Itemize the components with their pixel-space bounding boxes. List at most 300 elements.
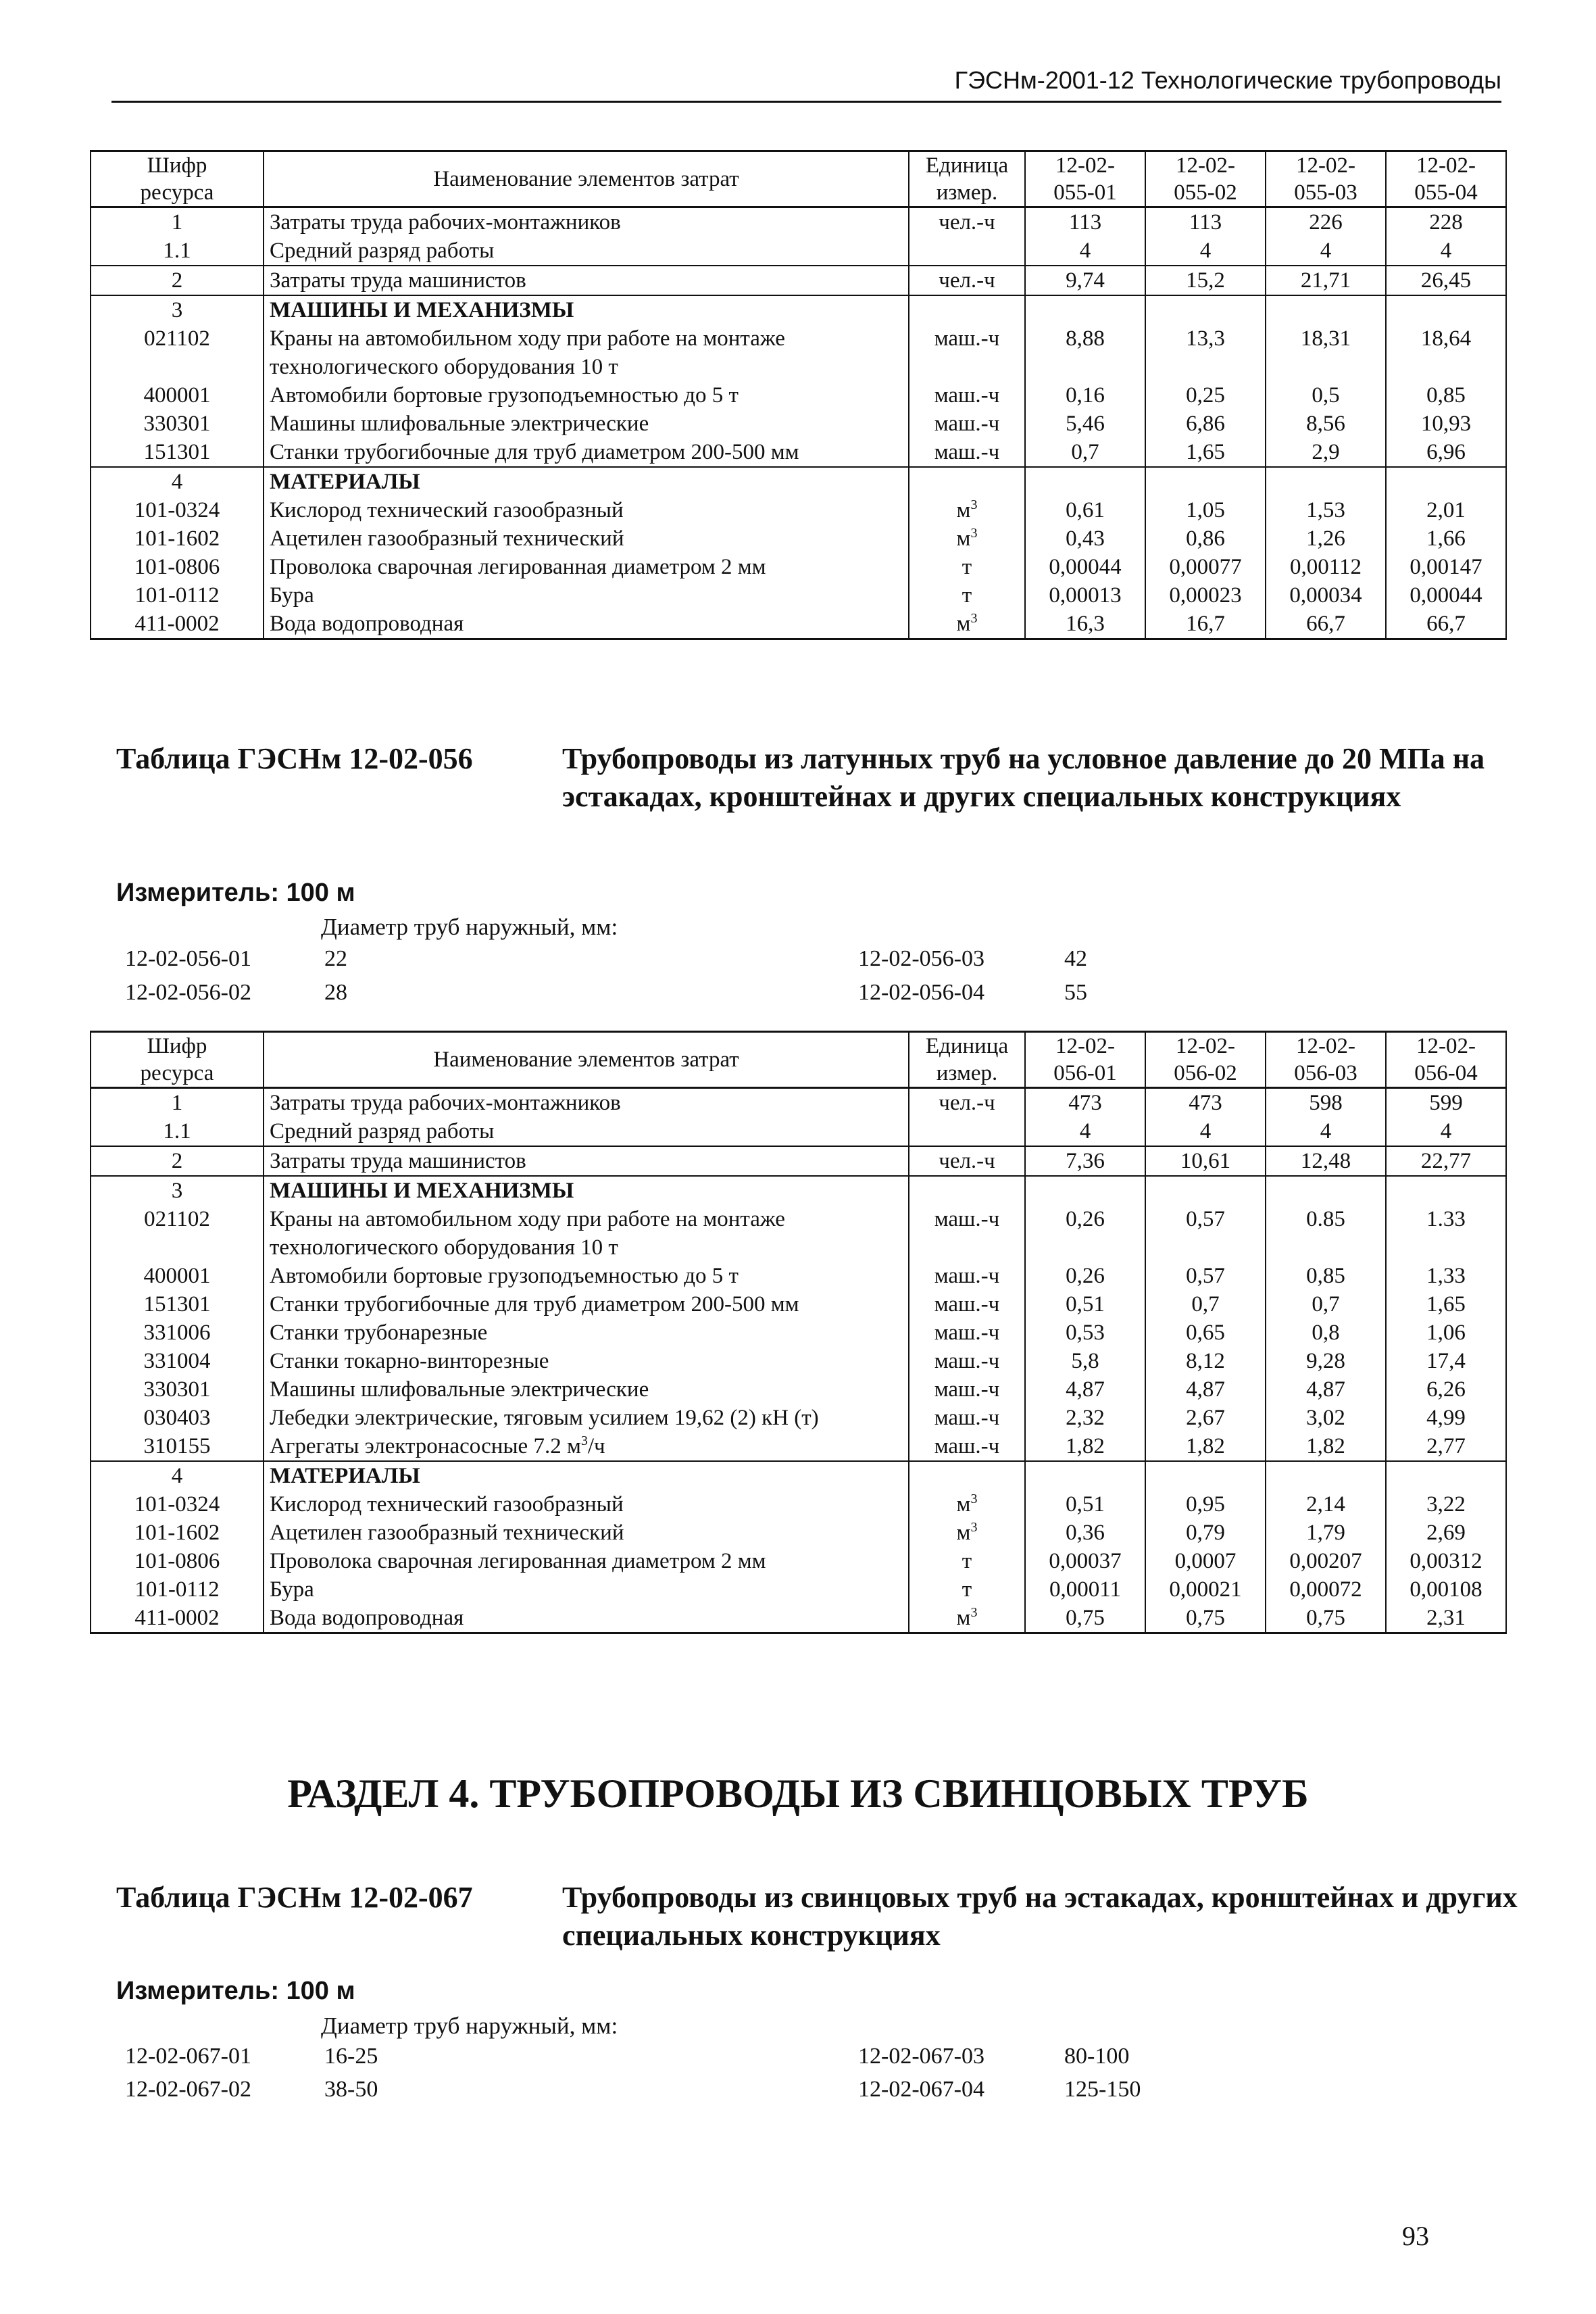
resource-name: Затраты труда машинистов xyxy=(264,266,909,295)
norm-value: 0,00112 xyxy=(1266,553,1386,581)
resource-code: 101-0806 xyxy=(91,1547,264,1575)
table-row xyxy=(91,553,1506,581)
variant-value: 55 xyxy=(1064,980,1087,1005)
unit-cell: $м^3$ xyxy=(909,524,1025,553)
norm-value: 6,86 xyxy=(1145,410,1266,438)
unit-cell xyxy=(909,1461,1025,1490)
norm-value: 473 xyxy=(1145,1088,1266,1118)
norm-value: 1,65 xyxy=(1386,1290,1506,1319)
unit-cell: маш.-ч xyxy=(909,1290,1025,1319)
norm-value: 15,2 xyxy=(1145,266,1266,295)
norm-value: 13,3 xyxy=(1145,324,1266,381)
table-row xyxy=(91,207,1506,237)
table-row xyxy=(91,410,1506,438)
norm-value: 4,87 xyxy=(1145,1375,1266,1404)
norm-value: 0,43 xyxy=(1025,524,1145,553)
norm-value: 0,0007 xyxy=(1145,1547,1266,1575)
unit-cell xyxy=(909,237,1025,266)
norm-value: 0.85 xyxy=(1266,1205,1386,1262)
norm-value: 0,86 xyxy=(1145,524,1266,553)
meter-label: Измеритель: 100 м xyxy=(116,879,355,907)
norm-value: 473 xyxy=(1025,1088,1145,1118)
norm-value: 4 xyxy=(1025,237,1145,266)
table-row xyxy=(91,1146,1506,1176)
resource-code: 101-0324 xyxy=(91,1490,264,1519)
norm-value: 0,75 xyxy=(1266,1604,1386,1633)
col-norm-header: 12-02- 055-03 xyxy=(1266,151,1386,207)
variant-value: 42 xyxy=(1064,946,1087,971)
unit-cell: $м^3$ xyxy=(909,1604,1025,1633)
col-unit-header: Единица измер. xyxy=(909,151,1025,207)
norm-value: 21,71 xyxy=(1266,266,1386,295)
unit-cell: т xyxy=(909,1547,1025,1575)
table-row xyxy=(91,237,1506,266)
norm-value: 0,85 xyxy=(1266,1262,1386,1290)
norm-value: 4 xyxy=(1266,237,1386,266)
resource-name: Бура xyxy=(264,581,909,610)
table-row xyxy=(91,1604,1506,1633)
col-norm-header: 12-02- 056-04 xyxy=(1386,1032,1506,1088)
meter-label: Измеритель: 100 м xyxy=(116,1977,355,2005)
norm-value: 5,8 xyxy=(1025,1347,1145,1375)
variant-code: 12-02-067-04 xyxy=(858,2077,984,2102)
table-row xyxy=(91,1404,1506,1432)
norm-value: 1,33 xyxy=(1386,1262,1506,1290)
table-row xyxy=(91,1319,1506,1347)
resource-name: Агрегаты электронасосные 7.2 $м^3/ч$ xyxy=(264,1432,909,1461)
table-row xyxy=(91,581,1506,610)
unit-cell xyxy=(909,1176,1025,1205)
unit-cell: маш.-ч xyxy=(909,1404,1025,1432)
norm-value: 8,88 xyxy=(1025,324,1145,381)
norm-value: 4,99 xyxy=(1386,1404,1506,1432)
resource-code: 151301 xyxy=(91,1290,264,1319)
col-name-header: Наименование элементов затрат xyxy=(264,151,909,207)
unit-cell xyxy=(909,295,1025,324)
norm-value: 228 xyxy=(1386,207,1506,237)
norm-value: 1,05 xyxy=(1145,496,1266,524)
table-row xyxy=(91,324,1506,381)
resource-code: 2 xyxy=(91,1146,264,1176)
norm-value: 4 xyxy=(1266,1117,1386,1146)
resource-code: 101-1602 xyxy=(91,1519,264,1547)
resource-code: 021102 xyxy=(91,324,264,381)
resource-code: 3 xyxy=(91,295,264,324)
variant-value: 38-50 xyxy=(324,2077,378,2102)
unit-cell xyxy=(909,1117,1025,1146)
norm-value: 0,85 xyxy=(1386,381,1506,410)
variant-value: 80-100 xyxy=(1064,2044,1130,2069)
table-row xyxy=(91,1375,1506,1404)
resource-code: 411-0002 xyxy=(91,610,264,639)
norm-value: 3,22 xyxy=(1386,1490,1506,1519)
resource-name: Кислород технический газообразный xyxy=(264,1490,909,1519)
table-title: Трубопроводы из латунных труб на условное давление до 20 МПа на эстакадах, кронштейнах и других специальных конструкциях xyxy=(562,742,1485,813)
variant-code: 12-02-067-03 xyxy=(858,2044,984,2069)
resource-name: МАТЕРИАЛЫ xyxy=(264,467,909,496)
unit-cell: маш.-ч xyxy=(909,410,1025,438)
norm-value xyxy=(1266,467,1386,496)
norm-value: 4,87 xyxy=(1266,1375,1386,1404)
norm-value: 4 xyxy=(1145,1117,1266,1146)
norm-value xyxy=(1266,1461,1386,1490)
norm-value: 0,57 xyxy=(1145,1262,1266,1290)
norm-value: 0,00021 xyxy=(1145,1575,1266,1604)
unit-cell: чел.-ч xyxy=(909,1088,1025,1118)
resource-code: 400001 xyxy=(91,381,264,410)
table-row xyxy=(91,1432,1506,1461)
norm-value: 1,53 xyxy=(1266,496,1386,524)
table-row xyxy=(91,295,1506,324)
norm-value: 3,02 xyxy=(1266,1404,1386,1432)
unit-cell: $м^3$ xyxy=(909,610,1025,639)
norm-value xyxy=(1266,1176,1386,1205)
table-row xyxy=(91,1490,1506,1519)
norm-value xyxy=(1025,1176,1145,1205)
unit-cell xyxy=(909,467,1025,496)
norm-value: 599 xyxy=(1386,1088,1506,1118)
unit-cell: $м^3$ xyxy=(909,496,1025,524)
resource-name: Краны на автомобильном ходу при работе на монтаже технологического оборудования 10 т xyxy=(264,1205,909,1262)
norm-value: 0,00077 xyxy=(1145,553,1266,581)
norm-value: 1,65 xyxy=(1145,438,1266,467)
norm-value xyxy=(1145,295,1266,324)
resource-code: 101-0112 xyxy=(91,581,264,610)
variant-value: 22 xyxy=(324,946,347,971)
resource-name: Станки токарно-винторезные xyxy=(264,1347,909,1375)
resource-name: Средний разряд работы xyxy=(264,237,909,266)
norm-value xyxy=(1025,295,1145,324)
norm-value: 10,93 xyxy=(1386,410,1506,438)
resource-name: Станки трубогибочные для труб диаметром 200-500 мм xyxy=(264,1290,909,1319)
norm-value: 4 xyxy=(1386,1117,1506,1146)
table-row xyxy=(91,438,1506,467)
norm-value: 0,00034 xyxy=(1266,581,1386,610)
norm-value: 0,00072 xyxy=(1266,1575,1386,1604)
norm-value: 16,3 xyxy=(1025,610,1145,639)
norm-value: 113 xyxy=(1025,207,1145,237)
norm-value: 4 xyxy=(1025,1117,1145,1146)
resource-name: Ацетилен газообразный технический xyxy=(264,1519,909,1547)
resource-code: 101-0324 xyxy=(91,496,264,524)
resource-name: Станки трубогибочные для труб диаметром 200-500 мм xyxy=(264,438,909,467)
unit-cell: маш.-ч xyxy=(909,1432,1025,1461)
table-row xyxy=(91,1290,1506,1319)
col-name-header: Наименование элементов затрат xyxy=(264,1032,909,1088)
col-norm-header: 12-02- 056-02 xyxy=(1145,1032,1266,1088)
norm-value: 0,7 xyxy=(1145,1290,1266,1319)
norm-value: 2,01 xyxy=(1386,496,1506,524)
variant-code: 12-02-067-01 xyxy=(125,2044,251,2069)
resource-name: Автомобили бортовые грузоподъемностью до 5 т xyxy=(264,381,909,410)
norm-table-056 xyxy=(90,1031,1507,1634)
norm-value: 0,65 xyxy=(1145,1319,1266,1347)
resource-code: 1 xyxy=(91,1088,264,1118)
resource-code: 330301 xyxy=(91,1375,264,1404)
running-header xyxy=(111,62,1501,103)
unit-cell: маш.-ч xyxy=(909,1347,1025,1375)
norm-value: 6,26 xyxy=(1386,1375,1506,1404)
table-title: Трубопроводы из свинцовых труб на эстакадах, кронштейнах и других специальных конструкциях xyxy=(562,1881,1518,1952)
norm-value xyxy=(1145,467,1266,496)
table-row xyxy=(91,1262,1506,1290)
table-label: Таблица ГЭСНм 12-02-067 xyxy=(116,1881,473,1914)
resource-code: 331006 xyxy=(91,1319,264,1347)
table-row xyxy=(91,1088,1506,1118)
norm-value: 0,51 xyxy=(1025,1490,1145,1519)
norm-value: 0,61 xyxy=(1025,496,1145,524)
norm-value: 7,36 xyxy=(1025,1146,1145,1176)
variant-value: 16-25 xyxy=(324,2044,378,2069)
resource-name: Станки трубонарезные xyxy=(264,1319,909,1347)
running-title: ГЭСНм-2001-12 Технологические трубопроводы xyxy=(954,66,1501,94)
norm-value: 4 xyxy=(1386,237,1506,266)
unit-cell: маш.-ч xyxy=(909,381,1025,410)
norm-value: 0,51 xyxy=(1025,1290,1145,1319)
norm-value: 16,7 xyxy=(1145,610,1266,639)
norm-value: 9,28 xyxy=(1266,1347,1386,1375)
norm-value: 2,31 xyxy=(1386,1604,1506,1633)
resource-name: Лебедки электрические, тяговым усилием 19,62 (2) кН (т) xyxy=(264,1404,909,1432)
unit-cell: т xyxy=(909,553,1025,581)
unit-cell: маш.-ч xyxy=(909,438,1025,467)
unit-cell: $м^3$ xyxy=(909,1519,1025,1547)
norm-value: 226 xyxy=(1266,207,1386,237)
resource-code: 030403 xyxy=(91,1404,264,1432)
table-row xyxy=(91,1347,1506,1375)
resource-name: Вода водопроводная xyxy=(264,1604,909,1633)
resource-name: Затраты труда рабочих-монтажников xyxy=(264,207,909,237)
norm-value: 0,00023 xyxy=(1145,581,1266,610)
norm-value xyxy=(1025,1461,1145,1490)
norm-value: 66,7 xyxy=(1386,610,1506,639)
norm-value: 0,5 xyxy=(1266,381,1386,410)
norm-value xyxy=(1145,1461,1266,1490)
norm-value: 0,7 xyxy=(1266,1290,1386,1319)
norm-value: 2,14 xyxy=(1266,1490,1386,1519)
norm-value: 0,16 xyxy=(1025,381,1145,410)
norm-value xyxy=(1386,1461,1506,1490)
resource-name: Краны на автомобильном ходу при работе на монтаже технологического оборудования 10 т xyxy=(264,324,909,381)
norm-value: 22,77 xyxy=(1386,1146,1506,1176)
variant-code: 12-02-056-04 xyxy=(858,980,984,1005)
variant-code: 12-02-067-02 xyxy=(125,2077,251,2102)
resource-code: 3 xyxy=(91,1176,264,1205)
table-row xyxy=(91,266,1506,295)
norm-value: 2,77 xyxy=(1386,1432,1506,1461)
norm-value: 0,36 xyxy=(1025,1519,1145,1547)
norm-value: 5,46 xyxy=(1025,410,1145,438)
norm-value xyxy=(1386,1176,1506,1205)
unit-cell: маш.-ч xyxy=(909,324,1025,381)
unit-cell: т xyxy=(909,581,1025,610)
norm-value: 1,66 xyxy=(1386,524,1506,553)
norm-value: 113 xyxy=(1145,207,1266,237)
norm-value: 0,00013 xyxy=(1025,581,1145,610)
col-norm-header: 12-02- 055-01 xyxy=(1025,151,1145,207)
norm-value: 1,82 xyxy=(1145,1432,1266,1461)
variant-code: 12-02-056-03 xyxy=(858,946,984,971)
norm-value: 0,00037 xyxy=(1025,1547,1145,1575)
table-row xyxy=(91,496,1506,524)
resource-name: Проволока сварочная легированная диаметром 2 мм xyxy=(264,1547,909,1575)
table-row xyxy=(91,1547,1506,1575)
resource-code: 330301 xyxy=(91,410,264,438)
resource-name: Кислород технический газообразный xyxy=(264,496,909,524)
norm-value: 8,12 xyxy=(1145,1347,1266,1375)
resource-code: 4 xyxy=(91,1461,264,1490)
variant-code: 12-02-056-01 xyxy=(125,946,251,971)
resource-code: 400001 xyxy=(91,1262,264,1290)
norm-value: 4 xyxy=(1145,237,1266,266)
resource-code: 1.1 xyxy=(91,1117,264,1146)
resource-code: 1.1 xyxy=(91,237,264,266)
col-unit-header: Единица измер. xyxy=(909,1032,1025,1088)
norm-value: 0,26 xyxy=(1025,1262,1145,1290)
table-row xyxy=(91,381,1506,410)
norm-value: 0,00044 xyxy=(1386,581,1506,610)
resource-code: 4 xyxy=(91,467,264,496)
table-row xyxy=(91,524,1506,553)
norm-value xyxy=(1025,467,1145,496)
col-norm-header: 12-02- 056-01 xyxy=(1025,1032,1145,1088)
norm-value: 0,95 xyxy=(1145,1490,1266,1519)
norm-value: 8,56 xyxy=(1266,410,1386,438)
norm-value: 9,74 xyxy=(1025,266,1145,295)
norm-value: 0,8 xyxy=(1266,1319,1386,1347)
norm-value: 1,79 xyxy=(1266,1519,1386,1547)
norm-value xyxy=(1145,1176,1266,1205)
norm-value: 1.33 xyxy=(1386,1205,1506,1262)
variant-value: 125-150 xyxy=(1064,2077,1141,2102)
col-code-header: Шифр ресурса xyxy=(91,1032,264,1088)
unit-cell: маш.-ч xyxy=(909,1375,1025,1404)
norm-value xyxy=(1386,467,1506,496)
norm-value xyxy=(1266,295,1386,324)
unit-cell: чел.-ч xyxy=(909,207,1025,237)
norm-value: 1,82 xyxy=(1025,1432,1145,1461)
norm-value: 1,06 xyxy=(1386,1319,1506,1347)
norm-value: 0,79 xyxy=(1145,1519,1266,1547)
col-norm-header: 12-02- 055-04 xyxy=(1386,151,1506,207)
resource-code: 021102 xyxy=(91,1205,264,1262)
variant-code: 12-02-056-02 xyxy=(125,980,251,1005)
resource-name: Вода водопроводная xyxy=(264,610,909,639)
unit-cell: т xyxy=(909,1575,1025,1604)
resource-name: Затраты труда машинистов xyxy=(264,1146,909,1176)
norm-value: 0,00147 xyxy=(1386,553,1506,581)
norm-value: 66,7 xyxy=(1266,610,1386,639)
norm-value: 12,48 xyxy=(1266,1146,1386,1176)
table-label: Таблица ГЭСНм 12-02-056 xyxy=(116,742,473,775)
norm-value: 0,57 xyxy=(1145,1205,1266,1262)
resource-name: Затраты труда рабочих-монтажников xyxy=(264,1088,909,1118)
norm-value: 0,25 xyxy=(1145,381,1266,410)
norm-value: 1,26 xyxy=(1266,524,1386,553)
norm-value: 6,96 xyxy=(1386,438,1506,467)
resource-code: 101-0806 xyxy=(91,553,264,581)
unit-cell: маш.-ч xyxy=(909,1262,1025,1290)
unit-cell: чел.-ч xyxy=(909,266,1025,295)
resource-code: 101-0112 xyxy=(91,1575,264,1604)
norm-value: 2,67 xyxy=(1145,1404,1266,1432)
norm-value: 598 xyxy=(1266,1088,1386,1118)
norm-value: 18,31 xyxy=(1266,324,1386,381)
norm-table-055 xyxy=(90,150,1507,640)
resource-name: Машины шлифовальные электрические xyxy=(264,410,909,438)
norm-value: 18,64 xyxy=(1386,324,1506,381)
norm-value xyxy=(1386,295,1506,324)
norm-value: 1,82 xyxy=(1266,1432,1386,1461)
resource-code: 101-1602 xyxy=(91,524,264,553)
resource-name: МАТЕРИАЛЫ xyxy=(264,1461,909,1490)
table-row xyxy=(91,1575,1506,1604)
unit-cell: чел.-ч xyxy=(909,1146,1025,1176)
resource-name: МАШИНЫ И МЕХАНИЗМЫ xyxy=(264,295,909,324)
norm-value: 0,00207 xyxy=(1266,1547,1386,1575)
col-code-header: Шифр ресурса xyxy=(91,151,264,207)
table-row xyxy=(91,1176,1506,1205)
resource-name: Бура xyxy=(264,1575,909,1604)
resource-code: 2 xyxy=(91,266,264,295)
table-row xyxy=(91,610,1506,639)
page-number: 93 xyxy=(1402,2221,1429,2251)
norm-value: 0,53 xyxy=(1025,1319,1145,1347)
resource-code: 1 xyxy=(91,207,264,237)
norm-value: 10,61 xyxy=(1145,1146,1266,1176)
resource-code: 331004 xyxy=(91,1347,264,1375)
resource-name: Машины шлифовальные электрические xyxy=(264,1375,909,1404)
norm-value: 0,00108 xyxy=(1386,1575,1506,1604)
col-norm-header: 12-02- 056-03 xyxy=(1266,1032,1386,1088)
col-norm-header: 12-02- 055-02 xyxy=(1145,151,1266,207)
resource-name: МАШИНЫ И МЕХАНИЗМЫ xyxy=(264,1176,909,1205)
norm-value: 0,00044 xyxy=(1025,553,1145,581)
table-row xyxy=(91,1461,1506,1490)
norm-value: 17,4 xyxy=(1386,1347,1506,1375)
resource-name: Проволока сварочная легированная диаметром 2 мм xyxy=(264,553,909,581)
variant-value: 28 xyxy=(324,980,347,1005)
resource-code: 310155 xyxy=(91,1432,264,1461)
unit-cell: $м^3$ xyxy=(909,1490,1025,1519)
resource-code: 151301 xyxy=(91,438,264,467)
diameter-label: Диаметр труб наружный, мм: xyxy=(321,914,618,940)
table-header xyxy=(91,151,1506,207)
table-row xyxy=(91,1205,1506,1262)
norm-value: 26,45 xyxy=(1386,266,1506,295)
norm-value: 0,7 xyxy=(1025,438,1145,467)
diameter-label: Диаметр труб наружный, мм: xyxy=(321,2013,618,2039)
norm-value: 2,32 xyxy=(1025,1404,1145,1432)
norm-value: 0,75 xyxy=(1145,1604,1266,1633)
norm-value: 2,9 xyxy=(1266,438,1386,467)
table-row xyxy=(91,1117,1506,1146)
section-title: РАЗДЕЛ 4. ТРУБОПРОВОДЫ ИЗ СВИНЦОВЫХ ТРУБ xyxy=(287,1771,1309,1816)
resource-code: 411-0002 xyxy=(91,1604,264,1633)
norm-value: 0,00011 xyxy=(1025,1575,1145,1604)
table-row xyxy=(91,467,1506,496)
norm-value: 0,00312 xyxy=(1386,1547,1506,1575)
table-row xyxy=(91,1519,1506,1547)
unit-cell: маш.-ч xyxy=(909,1319,1025,1347)
resource-name: Автомобили бортовые грузоподъемностью до 5 т xyxy=(264,1262,909,1290)
norm-value: 4,87 xyxy=(1025,1375,1145,1404)
norm-value: 2,69 xyxy=(1386,1519,1506,1547)
table-header xyxy=(91,1032,1506,1088)
norm-value: 0,75 xyxy=(1025,1604,1145,1633)
resource-name: Ацетилен газообразный технический xyxy=(264,524,909,553)
norm-value: 0,26 xyxy=(1025,1205,1145,1262)
